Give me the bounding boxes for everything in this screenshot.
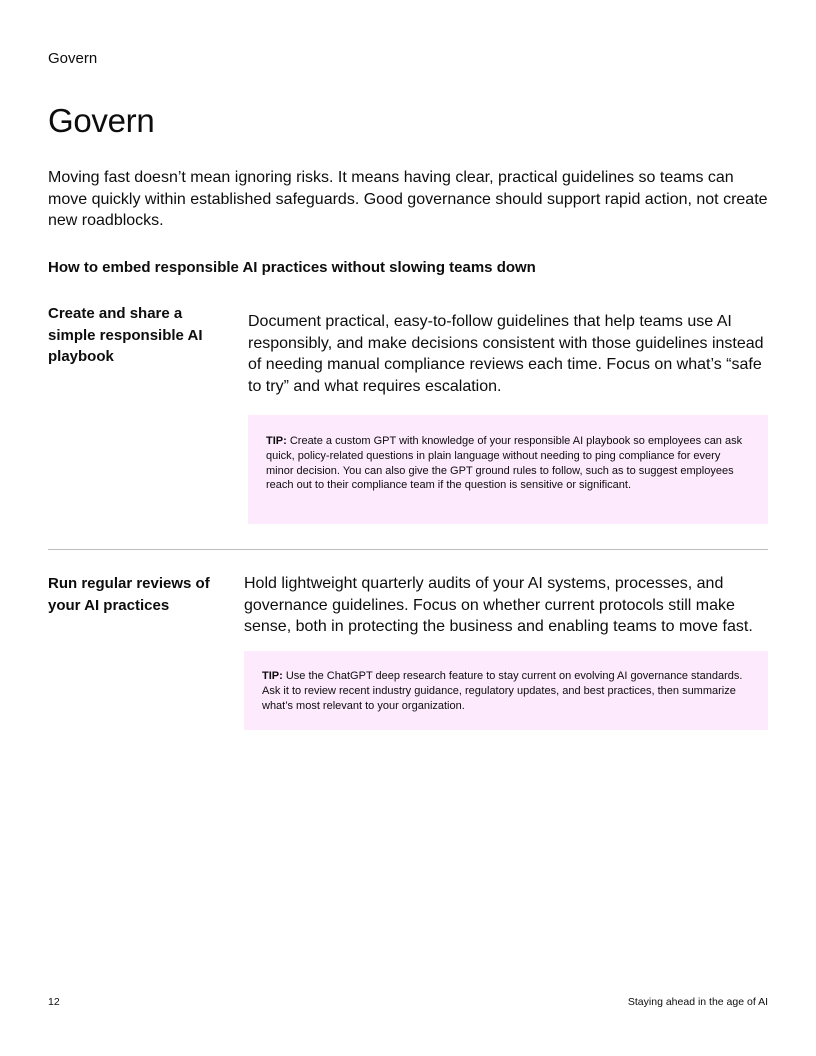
page-title: Govern	[48, 102, 155, 139]
section-1-tip	[248, 415, 768, 524]
section-2-body: Hold lightweight quarterly audits of your AI systems, processes, and governance guidelines. Focus on whether current protocols still make sense, both in protecting the business and enabling teams to move fast.	[244, 575, 753, 635]
page-number: 12	[48, 996, 60, 1008]
intro-paragraph: Moving fast doesn’t mean ignoring risks. It means having clear, practical guidelines so teams can move quickly within established safeguards. Good governance should support rapid action, not create new roadblocks.	[48, 169, 768, 229]
section-2-title: Run regular reviews of your AI practices	[48, 575, 210, 614]
section-1-title: Create and share a simple responsible AI playbook	[48, 305, 203, 365]
section-2-tip	[244, 651, 768, 730]
tip-text: Create a custom GPT with knowledge of your responsible AI playbook so employees can ask quick, policy-related questions in plain language without needing to ping compliance for every minor decision. You can also give the GPT ground rules to follow, such as to suggest employees reach out to their compliance team if the question is sensitive or significant.	[266, 435, 743, 492]
tip-text: Use the ChatGPT deep research feature to stay current on evolving AI governance standards. Ask it to review recent industry guidance, regulatory updates, and best practices, then summarize what’s most relevant to your organization.	[262, 670, 743, 712]
tip-label: TIP:	[262, 670, 283, 682]
running-header: Govern	[48, 50, 98, 67]
section-1-body: Document practical, easy-to-follow guidelines that help teams use AI responsibly, and make decisions consistent with those guidelines instead of needing manual compliance reviews each time. Focus on what’s “safe to try” and what requires escalation.	[248, 313, 764, 395]
footer-doc-title: Staying ahead in the age of AI	[627, 996, 768, 1008]
section-subheading: How to embed responsible AI practices without slowing teams down	[48, 259, 536, 276]
tip-label: TIP:	[266, 435, 287, 447]
section-divider	[48, 549, 768, 550]
